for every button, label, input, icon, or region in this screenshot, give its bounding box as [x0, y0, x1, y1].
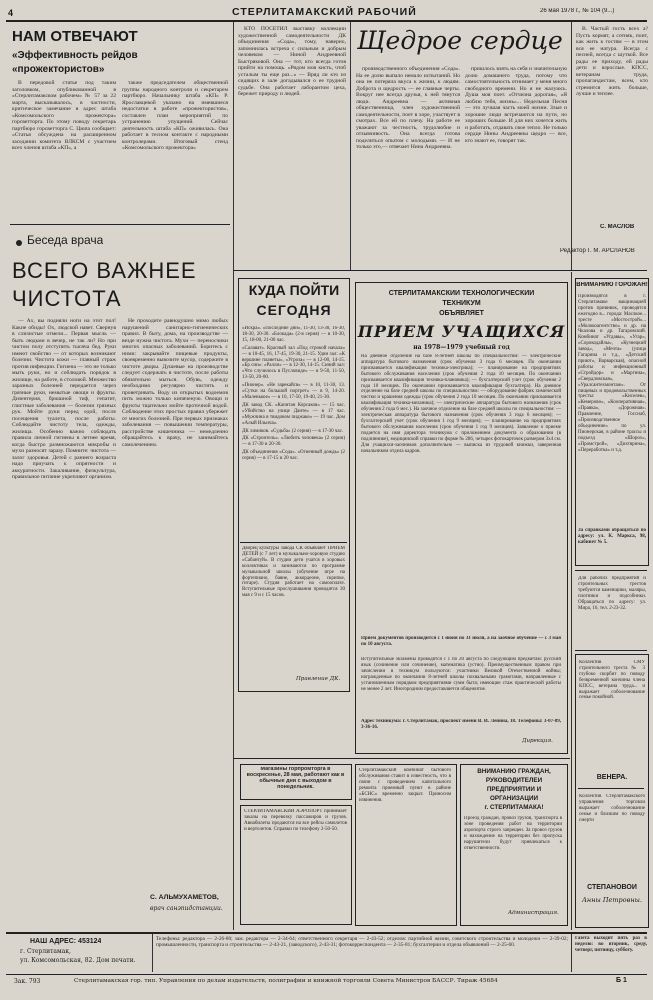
vnimanie-title-1: ВНИМАНИЮ ГРАЖДАН, — [477, 768, 551, 775]
divider — [234, 270, 647, 271]
nam-otvechayut-title: НАМ ОТВЕЧАЮТ — [12, 28, 138, 45]
column-rule — [571, 22, 572, 270]
tech-header-2: ТЕХНИКУМ — [442, 300, 481, 307]
beseda-text-left: — Ах, вы подняли ноги на этот пол! Какие обиды! Ох, людской навет. Свернув в слизистые отмели... Первая мысль — быть людьми в вечер, не так ли? Но при чистом полу отступить тысяча бед. Руки имеют свойство — от которых возникают болезни. Чистота кожи — главный страж против инфекции. Гигиена — это не только мыть руки, но и соблюдать порядок в жилище, на работе, в столовой. Множество заразных болезней передается через грязные руки, немытые овощи и фрукты. Дизентерия, брюшной тиф, гепатит, глистные заболевания — болезни грязных рук. Мойте руки перед едой, после посещения туалета, после работы. Соблюдайте чистоту тела, одежды, жилища. Особенно важно соблюдать правила личной гигиены в летнее время, когда быстро размножаются микробы и мухи разносят заразу. Помните: чистота — залог здоровья. Детей с раннего возраста надо приучать к опрятности и аккуратности. Закаливание, физкультура, правильное питание укрепляют организм. — [12, 318, 116, 480]
editor-line: Редактор Г. М. АРСЛАНОВ — [560, 248, 635, 254]
ad1-text: Магазины горпромторга в воскресенье, 28 мая, работают как в обычные дни с выходом в понедельник. — [246, 767, 345, 790]
dk-studio-sign: Правление ДК. — [296, 676, 341, 682]
masthead-date: 26 мая 1978 г., № 104 (9...) — [540, 8, 615, 14]
tech-body: На дневное отделение на базе 8-летней школы по специальностям: — электрические аппаратура бытового назначения (срок обучения 3 года 6 месяцев. По окончании присваивается квалификация техника-электрика); — планирование на предприятиях бытового обслуживания населения (срок обучения 2 года 10 месяцев. По окончании присваивается квалификация техника-плановика); — бухгалтерский учет (срок обучения 2 года 10 месяцев. По окончании присваивается квалификация бухгалтера). На дневное отделение на базе средней школы по специальностям: — оборудование фабрик химической чистки и крашения одежды (срок обучения 2 года 10 месяцев. По окончании присваивается квалификация техника-механика); — электрические аппаратура бытового назначения (срок обучения 2 года 6 мес.). На заочное отделение на базе средней школы по специальностям: — электрическая аппаратура бытового назначения (срок обучения 3 года 6 месяцев); — бухгалтерский учет (срок обучения 1 год 9 месяцев); — планирование на предприятиях бытового обслуживания населения (срок обучения 1 год 9 месяцев). Заявление о приеме подается на имя директора техникума с приложением документа о образовании (в подлиннике), медицинской справки по форме № 286, четырех фотокарточек размером 3х4 см. Для учащихся-заочников дополнительно — выписка из трудовой книжки, заверенная начальником отдела кадров. — [361, 354, 561, 454]
kuda-item: «Пионер». «Не зарекайся» — в 10, 11-30, 13. «Сутки на большой портрет» — в 9, 14-20. «Маленькое» — в 16, 17-50, 19-40, 21-30. — [242, 383, 345, 400]
shchedroe-title: Щедрое сердце — [357, 26, 563, 55]
kuda-list — [242, 326, 345, 538]
kuda-item: «Искра». «Последние дни», 11-30, 13-30, 16-30, 18-30, 20-30. «Блокада» (2-я серия) — в 10-30, 15, 18-00, 21-00 час. — [242, 326, 345, 343]
tech-address: Адрес техникума: г. Стерлитамак, проспект имени В. И. Ленина, 18. Телефоны: 3-07-89, 3-36-16. — [361, 719, 561, 730]
beseda-author-note: врач санэпидстанции. — [150, 905, 223, 912]
vnimanie-text: Проезд граждан, провоз грузов, транспорта в зоне проведения работ на территории аэропорта строго запрещен. За провоз грузов и нахождение на территории без пропуска нарушители будут привлекаться к ответственности. — [464, 816, 562, 851]
condolence-venera: ВЕНЕРА. — [596, 774, 628, 781]
condolence-name-2: Анны Петровны. — [581, 896, 643, 904]
column-rule — [152, 934, 153, 972]
condolence-name-1: СТЕПАНОВОЙ — [587, 884, 637, 891]
kto-text-d: В. Частый гость всех а? Пусть кормят, а сотняк, поит, как жить к гостям — в этом вся ее натура. Всегда с песней, всегда с шуткой. Все рады ее приходу, ей рады дети и взрослые. КПСС, ветеранам труда, пропагандистам, всем, кто стремится жить больше, лучше и теплее. — [576, 26, 648, 97]
kuda-item: ДК химиков. «Судьба» (2 серия) — в 17-30 час. — [242, 428, 344, 434]
beseda-author: С. АЛЬМУХАМЕТОВ, — [150, 894, 219, 901]
right-title: ВНИМАНИЮ ГОРОЖАН! — [576, 282, 648, 288]
column-rule — [233, 22, 234, 930]
kto-sign: С. МАСЛОВ — [600, 224, 635, 230]
beseda-title-1: ВСЕГО ВАЖНЕЕ — [12, 258, 197, 283]
tech-exams: Вступительные экзамены проводятся с 1 по 20 августа по следующим предметам: русский язык (сочинение или сочинение), математика (устно). Преимущественным правом при зачислении в техникум пользуются: участники Великой Отечественной войны; награжденные по окончании 8-летней школы похвальными грамотами, направленные с установленным порядком предприятиями сумм быта; имеющие стаж практической работы не менее 2 лет. Иногородним предоставляется общежитие. — [361, 657, 561, 692]
right-text3: Для рабочих предприятий и строительных трестов требуются каменщики, маляры, плотники и подсобники. Обращаться по адресу: ул. Мира, 16, тел. 2-23-32. — [578, 576, 646, 611]
vnimanie-title-2: РУКОВОДИТЕЛЕЙ — [485, 777, 543, 784]
beseda-text-right: Не проходите равнодушно мимо любых нарушений санитарно-гигиенических правил. В быту, дома, на производстве — везде нужна чистота. Мухи — переносчики многих опасных заболеваний. Боритесь с ними: закрывайте пищевые продукты, своевременно вывозите мусор, содержите в чистоте дворы. Душевые на производстве следует содержать в чистоте, после работы обязательно мыться. Обувь, одежду необходимо регулярно чистить и проветривать. Воду из открытых водоемов пить можно только кипяченую. Овощи и фрукты тщательно мойте проточной водой. Соблюдение этих простых правил убережет от многих болезней. При первых признаках заболевания — повышении температуры, расстройстве кишечника — немедленно обращайтесь к врачу, не занимайтесь самолечением. — [122, 318, 228, 448]
bullet-icon — [16, 240, 22, 246]
masthead-rule — [6, 20, 647, 22]
divider — [575, 570, 647, 571]
ad2-text: СТЕРЛИТАМАКСКИЙ АЭРОПОРТ принимает заказы на перевозку пассажиров и грузов. Авиабилеты продаются на все рейсы самолетов и вертолетов. Справки по телефону 2-50-50. — [244, 809, 347, 832]
tech-sign: Дирекция. — [522, 738, 553, 744]
tech-year: на 1978—1979 учебный год — [413, 344, 510, 351]
footer-printer: Стерлитамакская гор. тип. Управления по делам издательств, полиграфии и книжной торговли Совета Министров БАССР. Тираж 45684 — [74, 978, 498, 984]
divider — [234, 758, 570, 759]
kuda-item: «Салават». Красный зал «Под строкой начала» — в 10-45, 16, 17-45, 19-30, 21-15. Удин зал: «К вершине планеты», «Угроза» — в 12-00, 14-15. «Бр сии»: «Ралли» — в 12-30, 14-15. Синий зал: «Что случилось в Пусловиде» — в 9-50, 11-50, 13-50, 20-00. — [242, 345, 345, 381]
tech-title: ПРИЕМ УЧАЩИХСЯ — [357, 322, 566, 341]
footer-phones: Телефоны: редактора — 2-26-80; зам. редактора — 2-34-64; ответственного секретаря — 2-43-52; отделов: партийной жизни, советского строительства и молодежи — 2-39-02; промышленности, транспорта и строительства — 2-43-21, (заводского), 2-43-31; фотокорреспондента — 2-35-81; бухгалтерии и отдела объявлений — 2-25-60. — [156, 936, 568, 949]
kuda-item: ДК «Строитель». «Любить человека» (2 серии) — в 17-30 и 20-30. — [242, 436, 345, 448]
ad3-text: Стерлитамакский комбинат бытового обслуживания ставит в известность, что в связи с проведением капитального ремонта приемный пункт в районе «БСНС» временно закрыт. Приносим извинения. — [359, 768, 451, 803]
vnimanie-sign: Администрация. — [508, 910, 559, 916]
footer-address-2: ул. Комсомольская, 82. Дом печати. — [20, 957, 136, 964]
condolence-b: Коллектив Стерлитамакского управления торговли выражает соболезнование семье и близким по поводу смерти — [579, 794, 645, 823]
footer-index: Б 1 — [616, 977, 627, 984]
dk-studio-ad: Дворец культуры завода СК объявляет ПРИЕМ ДЕТЕЙ (с 7 лет) в музыкально-хоровую студию «Сабантуй». В студии дети учатся в хоровых коллективах и занимаются по программе музыкальной школы (обучение игре на фортепиано, баяне, аккордеоне, скрипке, гитаре). Студия работает на самооплате. Вступительные прослушивания проводятся 30 мая с 9 и с 15 часов. — [242, 546, 345, 599]
divider — [578, 788, 644, 789]
kto-text-a: КТО ПОСЕТИЛ выставку коллекции художественной самодеятельности ДК объединения «Сода», тому, наверно, запомнилась встреча с сильным и добрым человеком — Ниной Андреевной Быстряковой. Она — тот, кто всегда готов прийти на помощь. «Рядом моя кисть, чтоб усталым ты еще раз...» — Вряд ли кто из сидящих в зале догадывался о ее трудной судьбе. Она работает лаборантом цеха, бережет природу и людей. — [238, 26, 346, 97]
beseda-title-2: ЧИСТОТА — [12, 286, 122, 311]
footer-address-1: г. Стерлитамак, — [20, 948, 71, 955]
page-number: 4 — [8, 8, 14, 18]
right-text: Производятся в г. Стерлитамаке вакцинацией против прививок, проводятся ежегодно в... города: Маслкое... тресте «Мостострой»... «Молокоагентство» и др. на Чкалова и др. Тагаровский. Комбинат «Угдавы», «Угар», «Сорокодайлы», «Кузнецкий завод», «Мечта» (улица Гагарина и т.д., «Детский приют», Варварская), опасной работы и инфекционный «Стройдор» и «Маргина», «Свердловская», «Уралсантехмонтаж». От пищевых и продовольственных тресты: «Киселев», «Кемерово», «Кооперативная», «Правка», «Дорожная». Правление, Госснаб, «Производственное объединение» по ул. Пионерская, в районе трассы и подъезд «Шорох», «Промстрой», «Дихтярина», «Переработка» и т.д. — [578, 294, 646, 453]
masthead-title: СТЕРЛИТАМАКСКИЙ РАБОЧИЙ — [232, 6, 417, 18]
vnimanie-title-3: ПРЕДПРИЯТИЙ И — [486, 786, 542, 793]
vnimanie-title-4: ОРГАНИЗАЦИЙ — [489, 795, 539, 802]
right-text2: За справками обращаться по адресу: ул. К. Маркса, 98, кабинет № 5. — [578, 528, 646, 545]
nam-otvechayut-subtitle-2: «прожектористов» — [12, 64, 105, 75]
condolence-a: Коллектив СМУ строительного треста № 3 глубоко скорбит по поводу безвременной кончины члена КПСС, ветерана труда... и выражает соболезнование семье покойной. — [579, 660, 645, 701]
kto-text-c: пришлось взять на себя и значительную долю домашнего труда, потому что самостоятельность отнимает у меня много свободного времени. Но я не жалуюсь. Душа моя поет. «Отчизна дорогая», «Я люблю тебя, жизнь»... Недельная Песня — это лучшая часть моей жизни. Злые и хорошие люди встречаются на пути, но хороших больше. И для них хочется жить и работать, отдавать свое тепло. Не только сердце Нины Андреевны щедро — все, кто знают ее, говорят так. — [465, 66, 567, 144]
footer-address-title: НАШ АДРЕС: 453124 — [30, 938, 102, 945]
nam-otvechayut-subtitle-1: «Эффективность рейдов — [12, 50, 138, 61]
tech-header-3: ОБЪЯВЛЯЕТ — [439, 310, 484, 317]
tech-header-1: СТЕРЛИТАМАКСКИЙ ТЕХНОЛОГИЧЕСКИЙ — [388, 290, 535, 297]
nam-otvechayut-text-right: также председателем общественной группы народного контроля и секретарем партбюро. Начальнику штаба «КП» Р. Ярославцевой указано на имевшиеся недостатки в работе «прожектористов», составлен план мероприятий по устранению упущений. Сейчас деятельность штаба «КП» оживилась. Она работает в тесном контакте с народными контролерами. Итоговый стенд «Комсомольского прожектора» — [122, 80, 228, 151]
divider — [575, 650, 647, 651]
kuda-title-1: КУДА ПОЙТИ — [248, 282, 340, 298]
divider — [240, 542, 347, 543]
divider — [6, 974, 647, 975]
footer-rule — [6, 932, 647, 934]
footer-note: Газета выходит пять раз в неделю: во вторник, среду, четверг, пятницу, субботу. — [575, 936, 647, 953]
nam-otvechayut-text-left: В передовой статье под таким заголовком, опубликованной в «Стерлитамакском рабочем» № 57 за 22 марта, высказывалось, в частности, критическое замечание в адрес штаба «Комсомольского прожектора» горсветторга. По этому поводу секретарь партбюро горсветторга С. Цюпа сообщает: «Статья обсуждена на расширенном заседании комитета ВЛКСМ с участием всех членов штаба «КП», а — [12, 80, 116, 151]
footer-order: Зак. 793 — [14, 978, 41, 985]
column-rule — [350, 22, 351, 270]
column-rule — [571, 272, 572, 930]
kuda-item: ДК завод СК. «Капитан Корсаков» — 15 час. «Убийство на улице Данте» — в 17 час. «Мужчина в твидовом пиджаке» — 19 час. Дом «Алый Ильича». — [242, 402, 345, 426]
tech-doc-line: Прием документов производится с 1 июня по 31 июля, а на заочное обучение — с 3 мая по 10 августа. — [361, 636, 561, 647]
divider — [10, 224, 230, 225]
kto-text-b: проязводственного объединения «Сода». На ее долю выпало немало испытаний. Но она не потеряла вкуса к жизни, к людям. Доброта и щедрость — ее главные черты. Вокруг нее всегда друзья, к ней тянутся люди. Андреевна — активная общественница, член художественной самодеятельности, поет в хоре, участвует в смотрах. Все ей по плечу. На работе ее уважают за честность, трудолюбие и отзывчивость. Она всегда готова поделиться опытом с молодыми. — И не только это,— отвечает Нина Андреевна. — [356, 66, 460, 150]
kuda-title-2: СЕГОДНЯ — [256, 302, 332, 318]
beseda-rubric: Беседа врача — [27, 233, 104, 247]
column-rule — [571, 934, 572, 972]
vnimanie-title-5: г. СТЕРЛИТАМАКА! — [484, 804, 544, 811]
kuda-item: ДК объединения «Сода». «Огненный дождь» (2 серия) — в 17-15 и 20 час. — [242, 450, 345, 462]
